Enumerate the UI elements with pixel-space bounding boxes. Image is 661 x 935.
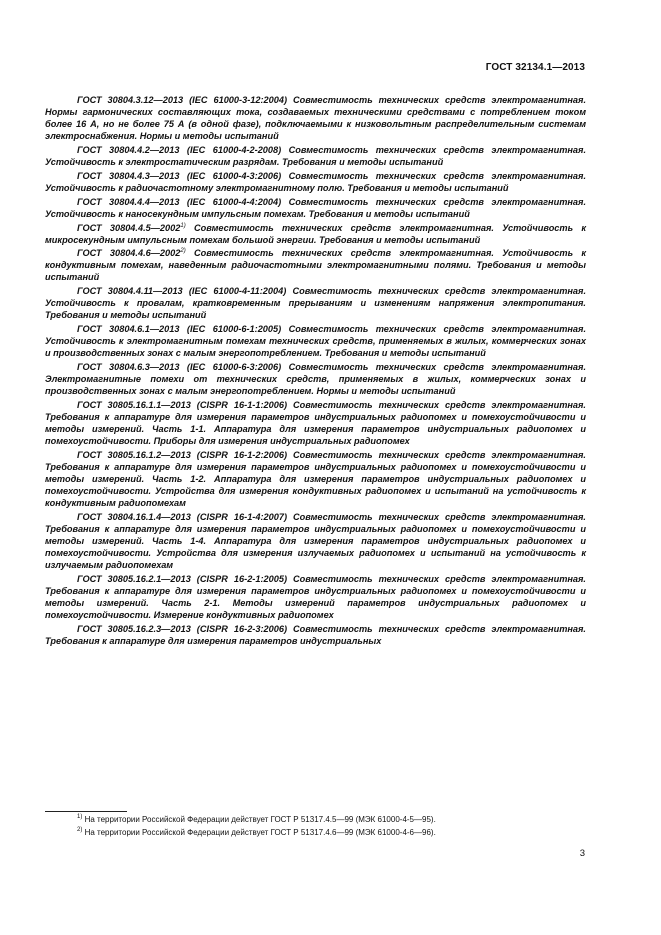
standard-title: Совместимость технических средств электромагнитная. Устойчивость к кондуктивным помехам, наведенным радиочастотными электромагнитными полями. Требования и методы испытаний bbox=[45, 248, 586, 283]
standard-title: Совместимость технических средств электромагнитная. Устойчивость к радиочастотному электромагнитному полю. Требования и методы испытаний bbox=[45, 170, 587, 193]
footnote-text: На территории Российской Федерации действует ГОСТ Р 51317.4.6—99 (МЭК 61000-4-6—96). bbox=[84, 827, 436, 837]
reference-entry bbox=[45, 623, 586, 647]
standard-code: ГОСТ 30804.4.3—2013 (IEC 61000-4-3:2006) bbox=[77, 170, 282, 181]
standard-title: Совместимость технических средств электромагнитная. Требования к аппаратуре для измерения параметров индустриальных радиопомех и помехоустойчивости и методы измерений. Часть 2-1. Методы измерений параметров индустриальных радиопомех и помехоустойчивости. Измерение кондуктивных радиопомех bbox=[45, 573, 586, 620]
footnote-text: На территории Российской Федерации действует ГОСТ Р 51317.4.5—99 (МЭК 61000-4-5—95). bbox=[84, 815, 436, 824]
standard-code: ГОСТ 30804.4.11—2013 (IEC 61000-4-11:2004) bbox=[77, 286, 287, 297]
reference-entry bbox=[45, 449, 586, 509]
standard-code: ГОСТ 30804.4.4—2013 (IEC 61000-4-4:2004) bbox=[77, 196, 282, 207]
footnote-mark: 2) bbox=[77, 826, 83, 833]
reference-entry bbox=[45, 285, 586, 321]
standard-title: Совместимость технических средств электромагнитная. Устойчивость к электростатическим разрядам. Требования и методы испытаний bbox=[45, 144, 587, 167]
reference-list bbox=[45, 94, 586, 648]
page-number: 3 bbox=[579, 848, 585, 859]
footnote bbox=[77, 814, 597, 827]
reference-entry bbox=[45, 94, 586, 142]
standard-code: ГОСТ 30804.4.5—2002 bbox=[77, 222, 181, 233]
standard-code: ГОСТ 30805.16.2.3—2013 (CISPR 16-2-3:2006) bbox=[77, 623, 288, 634]
standard-title: Совместимость технических средств электромагнитная. Устойчивость к микросекундным импульсным помехам большой энергии. Требования и методы испытаний bbox=[45, 222, 586, 245]
standard-code: ГОСТ 30804.16.1.4—2013 (CISPR 16-1-4:2007) bbox=[77, 511, 288, 522]
standard-code: ГОСТ 30805.16.1.1—2013 (CISPR 16-1-1:2006) bbox=[77, 400, 288, 411]
standard-code: ГОСТ 30804.4.2—2013 (IEC 61000-4-2-2008) bbox=[77, 144, 282, 155]
standard-title: Совместимость технических средств электромагнитная. Электромагнитные помехи от технических средств, применяемых в жилых, коммерческих зонах и производственных зонах с малым энергопотреблением. Нормы и методы испытаний bbox=[45, 362, 587, 397]
reference-entry bbox=[45, 144, 586, 168]
standard-code: ГОСТ 30804.3.12—2013 (IEC 61000-3-12:2004) bbox=[77, 95, 288, 105]
standard-title: Совместимость технических средств электромагнитная. Требования к аппаратуре для измерения параметров индустриальных радиопомех и помехоустойчивости и методы измерений. Часть 1-2. Аппаратура для измерения параметров индустриальных радиопомех и помехоустойчивости. Устройства для измерения кондуктивных радиопомех и испытаний на устойчивость к кондуктивным радиопомехам bbox=[45, 449, 586, 508]
reference-entry bbox=[45, 247, 586, 283]
standard-title: Совместимость технических средств электромагнитная. Требования к аппаратуре для измерения параметров индустриальных bbox=[45, 623, 586, 646]
reference-entry bbox=[45, 399, 586, 447]
standard-title: Совместимость технических средств электромагнитная. Нормы гармонических составляющих тока, создаваемых техническими средствами с потреблением током более 16 А, но не более 75 А (в одной фазе), подключаемыми к низковольтным распределительным системам электроснабжения. Нормы и методы испытаний bbox=[45, 95, 586, 141]
reference-entry bbox=[45, 170, 586, 194]
standard-code: ГОСТ 30804.4.6—2002 bbox=[77, 248, 181, 259]
footnote-ref: 1) bbox=[180, 222, 186, 229]
standard-title: Совместимость технических средств электромагнитная. Требования к аппаратуре для измерения параметров индустриальных радиопомех и помехоустойчивости и методы измерений. Часть 1-1. Аппаратура для измерения параметров индустриальных радиопомех и помехоустойчивости. Приборы для измерения индустриальных радиопомех bbox=[45, 400, 586, 447]
standard-title: Совместимость технических средств электромагнитная. Устойчивость к провалам, кратковременным прерываниям и изменениям напряжения электропитания. Требования и методы испытаний bbox=[45, 286, 587, 321]
document-header: ГОСТ 32134.1—2013 bbox=[485, 62, 585, 73]
reference-entry bbox=[45, 361, 586, 397]
reference-entry bbox=[45, 222, 586, 246]
standard-title: Совместимость технических средств электромагнитная. Устойчивость к наносекундным импульсным помехам. Требования и методы испытаний bbox=[45, 196, 587, 219]
reference-entry bbox=[45, 573, 586, 621]
reference-entry bbox=[45, 323, 586, 359]
reference-entry bbox=[45, 511, 586, 571]
footnotes bbox=[77, 814, 597, 839]
standard-title: Совместимость технических средств электромагнитная. Устойчивость к электромагнитным помехам технических средств, применяемых в жилых, коммерческих зонах и производственных зонах с малым энергопотреблением. Требования и методы испытаний bbox=[45, 324, 587, 359]
footnote-separator bbox=[45, 811, 127, 812]
footnote bbox=[77, 827, 597, 840]
standard-code: ГОСТ 30805.16.1.2—2013 (CISPR 16-1-2:2006) bbox=[77, 449, 288, 460]
standard-code: ГОСТ 30804.6.3—2013 (IEC 61000-6-3:2006) bbox=[77, 362, 282, 373]
standard-title: Совместимость технических средств электромагнитная. Требования к аппаратуре для измерения параметров индустриальных радиопомех и помехоустойчивости и методы измерений. Часть 1-4. Аппаратура для измерения параметров индустриальных радиопомех и помехоустойчивости. Устройства для измерения излучаемых радиопомех и испытаний на устойчивость к излучаемым радиопомехам bbox=[45, 511, 586, 570]
standard-code: ГОСТ 30804.6.1—2013 (IEC 61000-6-1:2005) bbox=[77, 324, 282, 335]
footnote-ref: 2) bbox=[180, 248, 186, 255]
reference-entry bbox=[45, 196, 586, 220]
footnote-mark: 1) bbox=[77, 814, 83, 820]
standard-code: ГОСТ 30805.16.2.1—2013 (CISPR 16-2-1:2005) bbox=[77, 573, 288, 584]
